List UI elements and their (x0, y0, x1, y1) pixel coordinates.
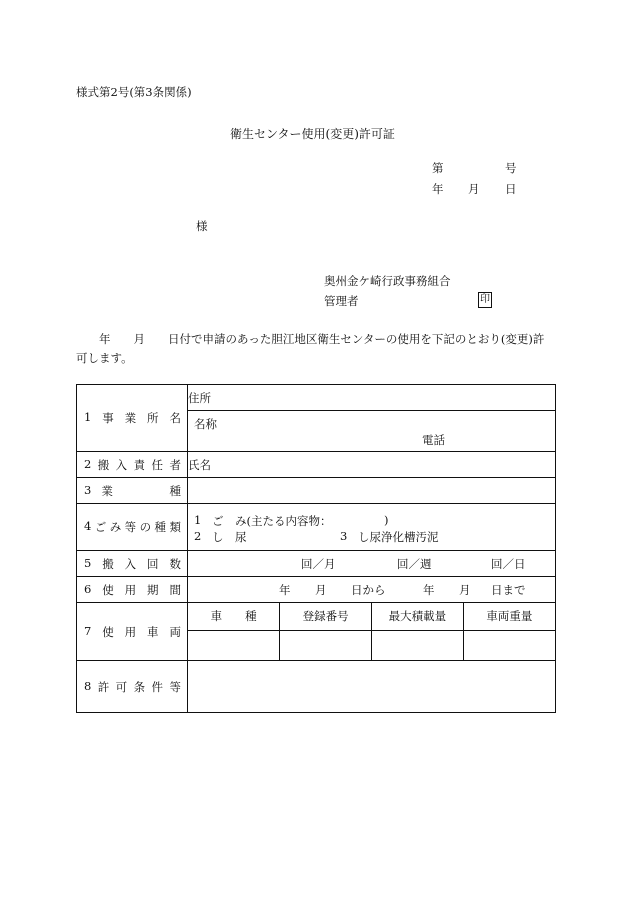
vehicles-field (188, 603, 556, 661)
label-char: 等 (124, 520, 137, 534)
row-business (77, 385, 556, 411)
label-char: 入 (124, 556, 137, 571)
date-year: 年 (432, 182, 444, 196)
period-from: 日から (351, 582, 386, 597)
label-char: 入 (115, 457, 128, 472)
period-field[interactable] (188, 577, 556, 603)
responsible-name-label: 氏名 (188, 457, 211, 472)
name-label: 名称 (194, 417, 217, 431)
issuer-manager: 管理者 (324, 294, 359, 308)
addressee-honorific: 様 (196, 219, 208, 233)
number-suffix: 号 (505, 161, 517, 175)
label-char: み (109, 520, 122, 534)
label-char: 条 (133, 679, 146, 694)
option-garbage-close: ) (384, 513, 389, 527)
vehicle-subtable (188, 603, 555, 660)
form-number: 様式第2号(第3条関係) (76, 85, 192, 99)
label-waste-type (77, 504, 188, 551)
row-period (77, 577, 556, 603)
industry-field[interactable] (188, 478, 556, 504)
conditions-field[interactable] (188, 661, 556, 713)
label-char: 間 (169, 582, 181, 597)
vehicle-type-cell[interactable] (188, 630, 280, 660)
label-char: ご (94, 520, 107, 534)
label-char: 所 (147, 411, 159, 425)
permit-table (76, 384, 556, 713)
date-day: 日 (505, 182, 517, 196)
label-conditions (77, 661, 188, 713)
label-char: 3 (84, 482, 92, 497)
label-char: 1 (84, 410, 92, 424)
address-field[interactable] (188, 385, 556, 411)
label-char: 者 (169, 457, 181, 472)
label-char: 搬 (97, 457, 110, 472)
freq-per-month: 回／月 (301, 556, 336, 571)
label-char: 数 (169, 556, 181, 571)
vehicle-weight-header: 車両重量 (463, 603, 555, 630)
label-char: 件 (151, 679, 164, 694)
option-number: 2 (194, 529, 202, 543)
phone-label: 電話 (422, 433, 445, 447)
vehicle-registration-cell[interactable] (280, 630, 372, 660)
label-industry (77, 478, 188, 504)
document-title: 衛生センター使用(変更)許可証 (230, 127, 395, 141)
row-frequency (77, 551, 556, 577)
label-char: 類 (169, 520, 181, 534)
label-char: 業 (101, 483, 113, 498)
label-char: 任 (151, 457, 164, 472)
permission-statement: 年 月 日付で申請のあった胆江地区衛生センターの使用を下記のとおり(変更)許可します。 (76, 332, 545, 365)
label-char: 両 (169, 624, 181, 639)
row-conditions (77, 661, 556, 713)
vehicle-type-header: 車 種 (188, 603, 280, 630)
label-responsible (77, 452, 188, 478)
label-char: 8 (84, 678, 92, 693)
label-char: 用 (124, 582, 137, 597)
label-vehicles (77, 603, 188, 661)
seal-mark: 印 (478, 292, 492, 308)
period-month-end: 月 (459, 582, 471, 597)
vehicle-weight-cell[interactable] (463, 630, 555, 660)
vehicle-registration-header: 登録番号 (280, 603, 372, 630)
label-char: 等 (169, 679, 181, 694)
label-char: 名 (169, 411, 181, 425)
issuer-organization: 奥州金ケ崎行政事務組合 (324, 274, 451, 288)
business-name-field[interactable] (188, 411, 556, 452)
label-char: 種 (154, 520, 167, 534)
option-number: 1 (194, 513, 202, 527)
label-business (77, 385, 188, 452)
row-industry (77, 478, 556, 504)
label-char: 期 (147, 582, 159, 597)
label-char: の (139, 520, 152, 534)
label-char: 搬 (102, 556, 114, 571)
label-char: 6 (84, 581, 92, 596)
vehicle-max-load-header: 最大積載量 (372, 603, 464, 630)
responsible-name-field[interactable] (188, 452, 556, 478)
row-responsible (77, 452, 556, 478)
label-char: 車 (147, 624, 159, 639)
row-vehicles (77, 603, 556, 661)
label-char: 用 (124, 624, 137, 639)
label-char: 7 (84, 623, 92, 638)
label-char: 5 (84, 555, 92, 570)
label-char: 種 (169, 483, 181, 498)
label-char: 可 (115, 679, 128, 694)
label-char: 4 (84, 519, 92, 533)
option-night-soil: し 尿 (212, 530, 247, 544)
label-char: 業 (124, 411, 137, 425)
row-waste-type (77, 504, 556, 551)
period-year-end: 年 (423, 582, 435, 597)
label-char: 使 (102, 582, 114, 597)
waste-type-field[interactable] (188, 504, 556, 551)
label-char: 使 (102, 624, 114, 639)
vehicle-max-load-cell[interactable] (372, 630, 464, 660)
option-garbage: ご み(主たる内容物： (212, 514, 332, 528)
period-month-start: 月 (315, 582, 327, 597)
label-frequency (77, 551, 188, 577)
freq-per-day: 回／日 (491, 556, 526, 571)
option-septic-sludge: し尿浄化槽汚泥 (358, 530, 439, 544)
label-char: 許 (97, 679, 110, 694)
label-char: 責 (133, 457, 146, 472)
frequency-field[interactable] (188, 551, 556, 577)
address-label: 住所 (188, 390, 211, 405)
label-char: 2 (84, 456, 92, 471)
freq-per-week: 回／週 (397, 556, 432, 571)
option-number: 3 (340, 529, 348, 543)
date-month: 月 (468, 182, 480, 196)
label-char: 事 (102, 411, 114, 425)
label-char: 回 (147, 556, 159, 571)
number-prefix: 第 (432, 161, 444, 175)
label-period (77, 577, 188, 603)
period-year-start: 年 (279, 582, 291, 597)
period-until: 日まで (491, 582, 526, 597)
